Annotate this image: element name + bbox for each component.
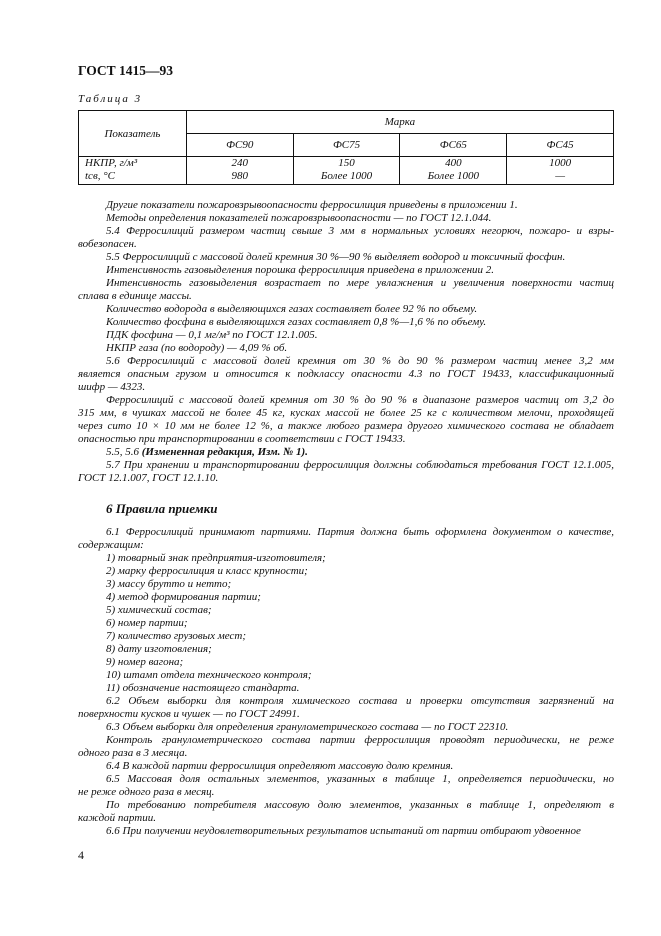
paragraph: одного раза в 3 месяца.	[78, 747, 188, 759]
paragraph: Методы определения показателей пожаровзрывоопасности — по ГОСТ 12.1.044.	[106, 212, 492, 224]
list-item: 11) обозначение настоящего стандарта.	[106, 682, 300, 694]
row-label: НКПР, г/м³	[79, 157, 187, 170]
paragraph: Интенсивность газовыделения порошка ферросилиция приведена в приложении 2.	[106, 264, 495, 276]
table-cell: 980	[186, 170, 293, 185]
paragraph: 5.5 Ферросилиций с массовой долей кремния 30 %—90 % выделяет водород и токсичный фосфин.	[106, 251, 566, 263]
col-group-header: Марка	[186, 111, 613, 134]
list-item: 1) товарный знак предприятия-изготовителя;	[106, 552, 326, 564]
paragraph: является опасным грузом и относится к подклассу опасности 4.3 по ГОСТ 19433, классификационный	[78, 368, 614, 380]
row-label: tсв, °С	[79, 170, 187, 185]
table-3	[78, 110, 614, 185]
paragraph: не реже одного раза в месяц.	[78, 786, 215, 798]
paragraph: Количество фосфина в выделяющихся газах составляет 0,8 %—1,6 % по объему.	[106, 316, 487, 328]
paragraph: 6.6 При получении неудовлетворительных результатов испытаний от партии отбирают удвоенное	[106, 825, 581, 837]
paragraph: опасностью при транспортировании в соответствии с ГОСТ 19433.	[78, 433, 406, 445]
paragraph: каждой партии.	[78, 812, 156, 824]
paragraph: шифр — 4323.	[78, 381, 146, 393]
table-cell: —	[507, 170, 614, 185]
table-cell: 150	[293, 157, 400, 170]
paragraph: 6.3 Объем выборки для определения гранулометрического состава — по ГОСТ 22310.	[106, 721, 509, 733]
paragraph: 5.4 Ферросилиций размером частиц свыше 3 мм в нормальных условиях негорюч, пожаро- и взры-	[106, 225, 614, 237]
paragraph: ГОСТ 12.1.007, ГОСТ 12.1.10.	[78, 472, 219, 484]
paragraph: содержащим:	[78, 539, 144, 551]
paragraph: Ферросилиций с массовой долей кремния от 30 % до 90 % в диапазоне размеров частиц от 3,2 до	[106, 394, 614, 406]
document-code: ГОСТ 1415—93	[78, 63, 174, 78]
list-item: 2) марку ферросилиция и класс крупности;	[106, 565, 308, 577]
list-item: 7) количество грузовых мест;	[106, 630, 246, 642]
paragraph	[78, 446, 614, 459]
table-cell: Более 1000	[400, 170, 507, 185]
paragraph: 6.5 Массовая доля остальных элементов, указанных в таблице 1, определяется периодически, но	[106, 773, 614, 785]
paragraph: 6.4 В каждой партии ферросилиция определяют массовую долю кремния.	[106, 760, 454, 772]
paragraph: ПДК фосфина — 0,1 мг/м³ по ГОСТ 12.1.005.	[106, 329, 318, 341]
paragraph: поверхности кусков и чушек — по ГОСТ 24991.	[78, 708, 300, 720]
list-item: 10) штамп отдела технического контроля;	[106, 669, 312, 681]
paragraph: 5.6 Ферросилиций с массовой долей кремния от 30 % до 90 % размером частиц менее 3,2 мм	[106, 355, 614, 367]
list-item: 8) дату изготовления;	[106, 643, 212, 655]
table-cell: 400	[400, 157, 507, 170]
amendment-ref: 5.5, 5.6	[106, 446, 142, 458]
list-item: 4) метод формирования партии;	[106, 591, 261, 603]
list-item: 5) химический состав;	[106, 604, 212, 616]
paragraph: через сито 10 × 10 мм не более 12 %, а также любого размера другого химического состава не обладает	[78, 420, 614, 432]
paragraph: По требованию потребителя массовую долю элементов, указанных в таблице 1, определяют в	[106, 799, 614, 811]
paragraph: 5.7 При хранении и транспортировании ферросилиция должны соблюдаться требования ГОСТ 12.1.005,	[106, 459, 614, 471]
table-cell: 240	[186, 157, 293, 170]
document-body	[78, 199, 614, 838]
grade-header: ФС90	[186, 134, 293, 157]
table-cell: Более 1000	[293, 170, 400, 185]
table-caption: Таблица 3	[78, 93, 143, 105]
amendment-note: (Измененная редакция, Изм. № 1).	[141, 446, 308, 458]
paragraph: 315 мм, в чушках массой не более 45 кг, кусках массой не более 25 кг с количеством мелочи, проходящей	[78, 407, 614, 419]
paragraph: НКПР газа (по водороду) — 4,09 % об.	[106, 342, 288, 354]
list-item: 3) массу брутто и нетто;	[106, 578, 232, 590]
list-item: 9) номер вагона;	[106, 656, 184, 668]
paragraph: Количество водорода в выделяющихся газах составляет более 92 % по объему.	[106, 303, 478, 315]
paragraph: вобезопасен.	[78, 238, 137, 250]
list-item: 6) номер партии;	[106, 617, 188, 629]
grade-header: ФС45	[507, 134, 614, 157]
paragraph: Интенсивность газовыделения возрастает по мере увлажнения и увеличения поверхности частиц	[106, 277, 614, 289]
table-cell: 1000	[507, 157, 614, 170]
paragraph: 6.1 Ферросилиций принимают партиями. Партия должна быть оформлена документом о качестве,	[106, 526, 614, 538]
paragraph: Другие показатели пожаровзрывоопасности ферросилиция приведены в приложении 1.	[106, 199, 518, 211]
col-indicator-header: Показатель	[79, 111, 187, 157]
page-number: 4	[78, 848, 84, 862]
paragraph: сплава в единице массы.	[78, 290, 192, 302]
grade-header: ФС75	[293, 134, 400, 157]
section-heading: 6 Правила приемки	[106, 501, 218, 516]
paragraph: 6.2 Объем выборки для контроля химического состава и проверки отсутствия загрязнений на	[106, 695, 614, 707]
paragraph: Контроль гранулометрического состава партии ферросилиция проводят периодически, не реже	[106, 734, 614, 746]
grade-header: ФС65	[400, 134, 507, 157]
